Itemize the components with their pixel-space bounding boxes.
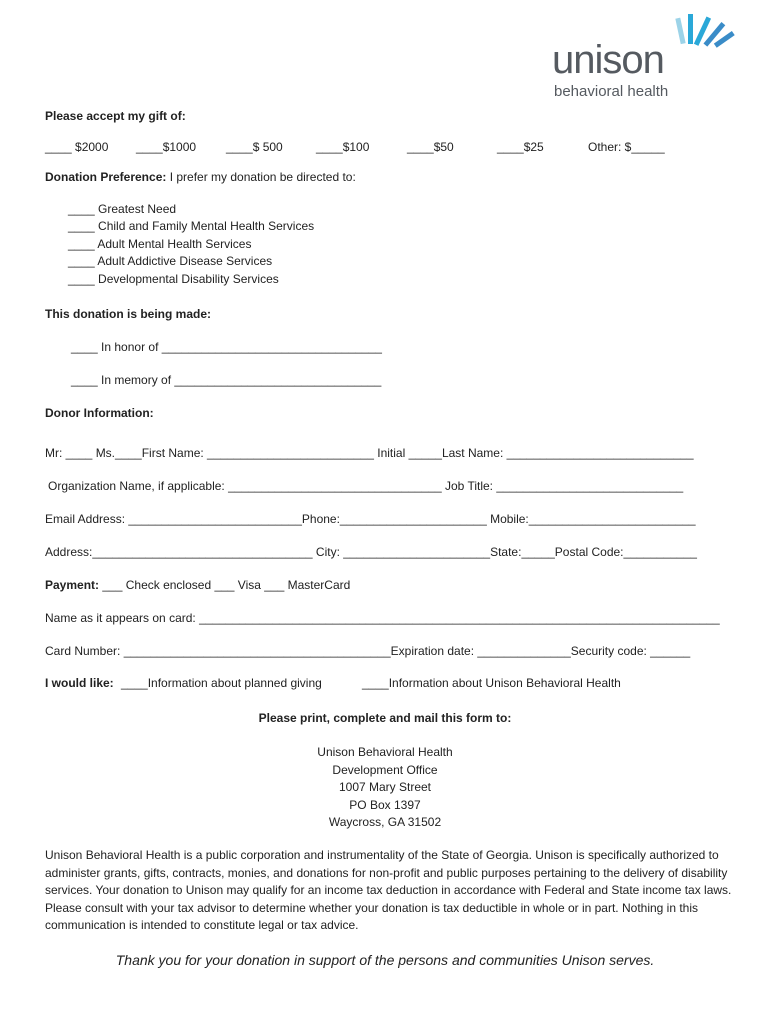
in-memory-of-field[interactable]: ____ In memory of _______________________________	[71, 373, 382, 387]
pref-adult-addictive[interactable]: ____ Adult Addictive Disease Services	[68, 254, 273, 268]
planned-giving-option[interactable]: ____Information about planned giving	[121, 676, 322, 690]
mail-address-line: 1007 Mary Street	[338, 780, 432, 794]
donation-preference-label: Donation Preference:	[45, 170, 167, 184]
logo-rays-icon	[674, 12, 740, 50]
donor-info-heading: Donor Information:	[45, 406, 154, 420]
pref-adult-mental[interactable]: ____ Adult Mental Health Services	[68, 237, 252, 251]
gift-amount-2000[interactable]: ____ $2000	[45, 140, 109, 154]
gift-amount-25[interactable]: ____$25	[497, 140, 544, 154]
logo-wordmark: unison	[552, 38, 664, 82]
mail-heading: Please print, complete and mail this form to:	[258, 711, 512, 725]
gift-amount-other[interactable]: Other: $_____	[588, 140, 665, 154]
name-on-card-line[interactable]: Name as it appears on card: ______________________________________________________________________________	[45, 611, 720, 625]
payment-options[interactable]: ___ Check enclosed ___ Visa ___ MasterCard	[102, 578, 351, 592]
logo-subtitle: behavioral health	[554, 83, 669, 100]
gift-amount-100[interactable]: ____$100	[316, 140, 370, 154]
mail-address-line: Unison Behavioral Health	[317, 745, 453, 759]
pref-greatest-need[interactable]: ____ Greatest Need	[68, 202, 177, 216]
organization-line[interactable]: Organization Name, if applicable: ________________________________ Job Title: ____________________________	[48, 479, 684, 493]
mail-address-line: Development Office	[332, 763, 438, 777]
donation-preference	[45, 170, 356, 184]
donation-preference-text: I prefer my donation be directed to:	[169, 170, 356, 184]
payment-line[interactable]	[45, 578, 350, 592]
mail-address-line: Waycross, GA 31502	[328, 815, 442, 829]
gift-heading: Please accept my gift of:	[45, 109, 186, 123]
donation-made-heading: This donation is being made:	[45, 307, 212, 321]
pref-developmental[interactable]: ____ Developmental Disability Services	[68, 272, 279, 286]
thank-you-note: Thank you for your donation in support of the persons and communities Unison serves.	[115, 952, 655, 968]
would-like-label: I would like:	[45, 676, 114, 690]
pref-child-family[interactable]: ____ Child and Family Mental Health Services	[68, 219, 315, 233]
gift-amount-50[interactable]: ____$50	[407, 140, 454, 154]
gift-amount-500[interactable]: ____$ 500	[226, 140, 283, 154]
mail-address-line: PO Box 1397	[349, 798, 421, 812]
payment-label: Payment:	[45, 578, 100, 592]
contact-line[interactable]: Email Address: __________________________Phone:______________________ Mobile:_________________________	[45, 512, 696, 526]
card-number-line[interactable]: Card Number: ________________________________________Expiration date: ______________Security code: ______	[45, 644, 691, 658]
disclaimer-paragraph: Unison Behavioral Health is a public corporation and instrumentality of the State of Georgia. Unison is specifically authorized to administer grants, gifts, contracts, monies, and donations for non-profit and public purposes pertaining to the delivery of disability services. Your donation to Unison may qualify for an income tax deduction in accordance with Federal and State income tax laws. Please consult with your tax advisor to determine whether your donation is tax deductible in whole or in part. Nothing in this communication is intended to constitute legal or tax advice.	[45, 848, 732, 932]
address-line[interactable]: Address:_________________________________ City: ______________________State:_____Postal Code:___________	[45, 545, 697, 559]
unison-logo	[548, 12, 748, 104]
in-honor-of-field[interactable]: ____ In honor of _________________________________	[71, 340, 382, 354]
gift-amount-1000[interactable]: ____$1000	[136, 140, 197, 154]
donor-name-line[interactable]: Mr: ____ Ms.____First Name: _________________________ Initial _____Last Name: ____________________________	[45, 446, 694, 460]
unison-info-option[interactable]: ____Information about Unison Behavioral Health	[362, 676, 621, 690]
